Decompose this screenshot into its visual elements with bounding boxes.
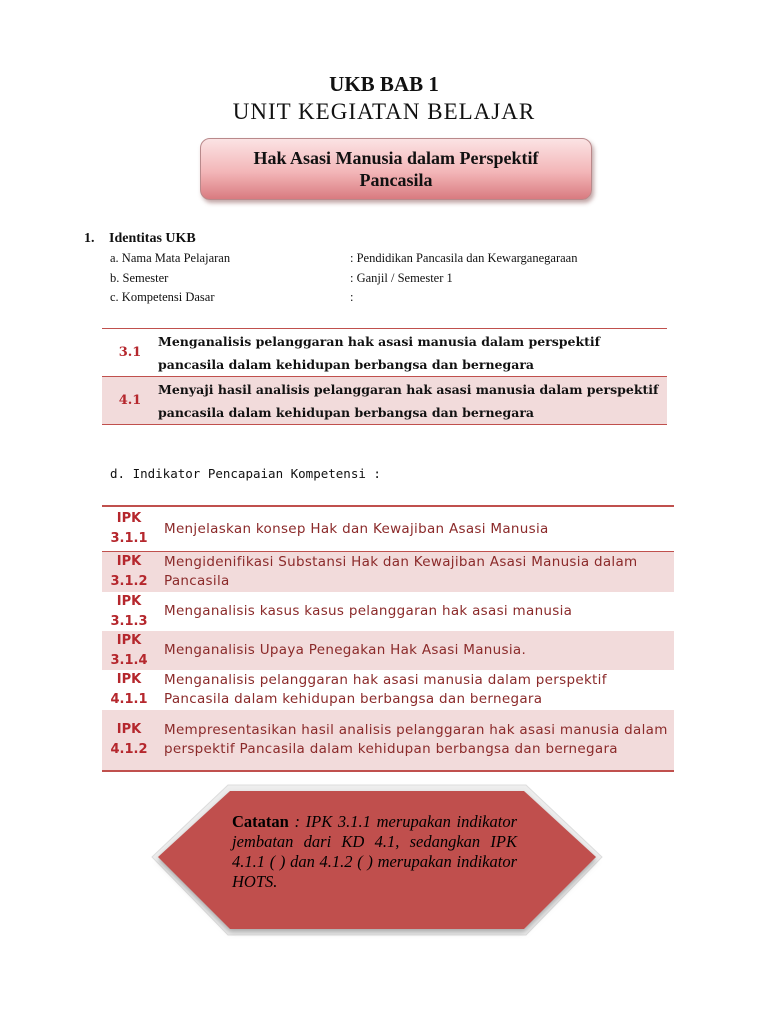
ipk-code: IPK 4.1.1 xyxy=(110,672,148,707)
topic-title: Hak Asasi Manusia dalam Perspektif Pancasila xyxy=(253,148,539,190)
ipk-row xyxy=(102,507,674,551)
ipk-row xyxy=(102,631,674,670)
kd-row xyxy=(102,329,667,376)
ipk-row xyxy=(102,592,674,631)
ipk-code: IPK 4.1.2 xyxy=(110,722,148,757)
identity-row xyxy=(110,251,577,266)
topic-banner xyxy=(200,138,592,200)
note-body: : IPK 3.1.1 merupakan indikator jembatan dari KD 4.1, sedangkan IPK 4.1.1 ( ) dan 4.1.2 ( ) merupakan indikator HOTS. xyxy=(232,812,517,891)
kd-text: Menyaji hasil analisis pelanggaran hak asasi manusia dalam perspektif pancasila dalam kehidupan berbangsa dan bernegara xyxy=(158,381,659,420)
section-number: 1. xyxy=(84,231,95,246)
identity-value: : xyxy=(350,290,354,304)
kd-code: 4.1 xyxy=(118,393,142,408)
ipk-text: Menganalisis Upaya Penegakan Hak Asasi Manusia. xyxy=(164,642,527,658)
ipk-text: Menganalisis kasus kasus pelanggaran hak asasi manusia xyxy=(164,603,573,619)
page-subtitle: UNIT KEGIATAN BELAJAR xyxy=(232,99,536,124)
ipk-text: Menjelaskan konsep Hak dan Kewajiban Asasi Manusia xyxy=(164,520,549,537)
ipk-row xyxy=(102,710,674,770)
kd-text: Menganalisis pelanggaran hak asasi manusia dalam perspektif pancasila dalam kehidupan berbangsa dan bernegara xyxy=(158,333,601,372)
ipk-text: Mengidenifikasi Substansi Hak dan Kewajiban Asasi Manusia dalam Pancasila xyxy=(164,554,638,589)
identity-value: : Ganjil / Semester 1 xyxy=(350,271,453,285)
ipk-row xyxy=(102,670,674,710)
identity-heading xyxy=(84,231,196,247)
ipk-code: IPK 3.1.4 xyxy=(110,632,148,668)
note-text xyxy=(232,812,517,892)
identity-label: c. Kompetensi Dasar xyxy=(110,290,215,304)
table-border xyxy=(102,770,674,772)
ipk-text: Mempresentasikan hasil analisis pelanggaran hak asasi manusia dalam perspektif Pancasila dalam kehidupan berbangsa dan bernegara xyxy=(164,722,668,757)
page-title: UKB BAB 1 xyxy=(329,72,439,96)
section-title: Identitas UKB xyxy=(109,231,196,246)
identity-label: a. Nama Mata Pelajaran xyxy=(110,251,231,265)
ipk-code: IPK 3.1.2 xyxy=(110,554,148,589)
ipk-text: Menganalisis pelanggaran hak asasi manusia dalam perspektif Pancasila dalam kehidupan berbangsa dan bernegara xyxy=(164,672,607,707)
kd-code: 3.1 xyxy=(118,345,142,360)
kd-row xyxy=(102,377,667,424)
note-label: Catatan xyxy=(232,812,289,831)
identity-value: : Pendidikan Pancasila dan Kewarganegaraan xyxy=(350,251,578,265)
identity-label: b. Semester xyxy=(110,271,169,285)
ipk-row xyxy=(102,552,674,592)
identity-row xyxy=(110,290,353,305)
ipk-code: IPK 3.1.1 xyxy=(110,511,148,546)
table-border xyxy=(102,424,667,425)
identity-row xyxy=(110,271,453,286)
ipk-code: IPK 3.1.3 xyxy=(110,593,148,629)
indicator-heading: d. Indikator Pencapaian Kompetensi : xyxy=(110,466,381,481)
